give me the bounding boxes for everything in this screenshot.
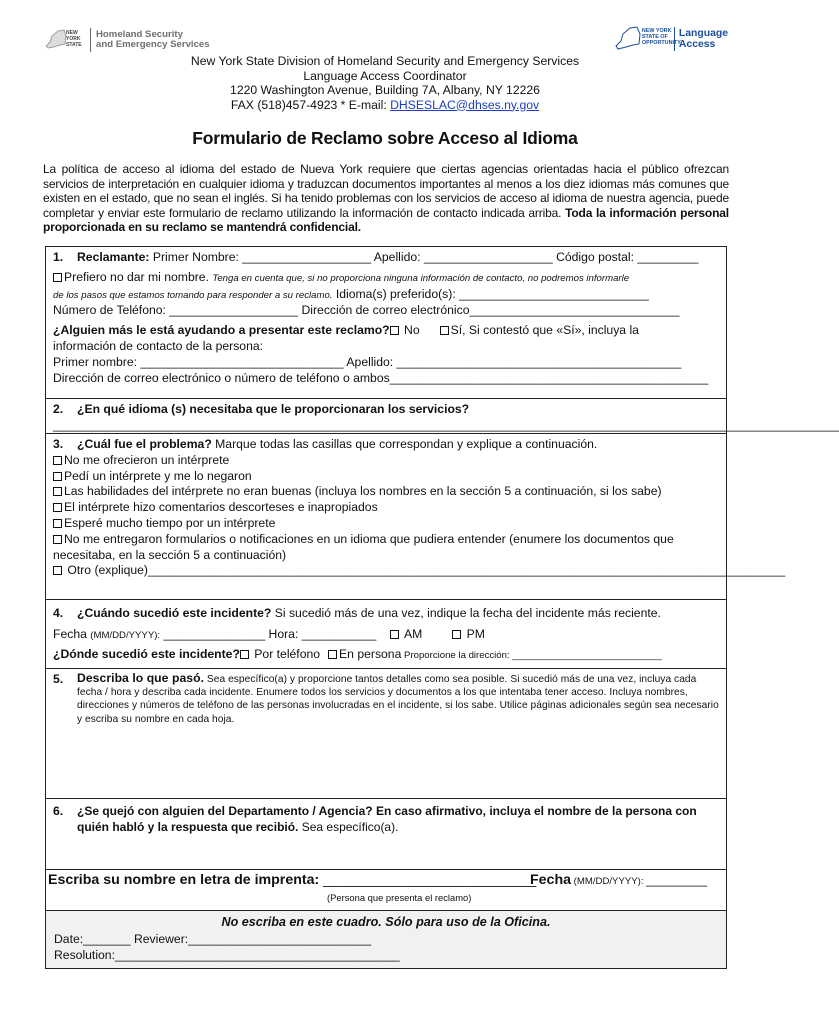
intro-paragraph: La política de acceso al idioma del estado de Nueva York requiere que ciertas agencias orientadas hacia el público ofrezcan servicios de interpretación en cualquier idioma y traduzcan documentos importantes al menos a los diez idiomas más comunes que existen en el estado, que no sean el inglés. Si ha tenido problemas con los servicios de acceso al idioma de nuestra agencia, puede completar y enviar este formulario de reclamo utilizando la información de contacto indicada arriba. Toda la información personal proporcionada en su reclamo se mantendrá confidencial. xyxy=(43,162,729,235)
section-1-claimant: 1. Reclamante: Primer Nombre: ___________________ Apellido: ___________________ Código postal: _________ Prefiero no dar mi nombre. Tenga en cuenta que, si no proporciona ninguna información de contacto, no podremos informarle de los pasos que estamos tomando para responder a su reclamo. Idioma(s) preferido(s): ____________________________ Número de Teléfono: ___________________ Dirección de correo electrónico_______________________________ ¿Alguien más le está ayudando a presentar este reclamo? No Sí, Si contestó que «Sí», incluya la información de contacto de la persona: Primer nombre: ______________________________ Apellido: __________________________________________ Dirección de correo electrónico o número de teléfono o ambos_______________________________________________ xyxy=(45,246,727,399)
section-4-when: 4. ¿Cuándo sucedió este incidente? Si sucedió más de una vez, indique la fecha del incidente más reciente. Fecha (MM/DD/YYYY): _______________ Hora: ___________ AM PM ¿Dónde sucedió este incidente? Por teléfono En persona Proporcione la dirección: ____________________________ xyxy=(45,599,727,669)
problem-checkbox xyxy=(53,472,62,481)
problem-option[interactable]: Esperé mucho tiempo por un intérprete xyxy=(53,516,719,532)
phone-email-fields[interactable]: Número de Teléfono: ___________________ Dirección de correo electrónico_______________________________ xyxy=(53,303,680,318)
problem-option[interactable]: No me ofrecieron un intérprete xyxy=(53,453,719,469)
header-line-address: 1220 Washington Avenue, Building 7A, Albany, NY 12226 xyxy=(230,83,540,97)
signature-caption: (Persona que presenta el reclamo) xyxy=(327,892,472,903)
agency-address-header xyxy=(0,54,770,112)
ny-state-wordmark: NEW YORK STATE OF OPPORTUNITY. xyxy=(641,28,682,46)
language-access-label: Language Access xyxy=(678,28,728,50)
helper-no-checkbox[interactable] xyxy=(390,326,399,335)
description-instructions: Sea específico(a) y proporcione tantos detalles como sea posible. Si sucedió más de una vez, incluya cada fecha / hora y describa cada incidente. Enumere todos los servicios y documentos a los que intentaba tener acceso. Incluya nombres, direcciones y números de teléfono de las personas involucradas en el incidente, si los sabe. Utilice páginas adicionales según sea necesario y escriba su nombre en cada hoja. xyxy=(77,674,719,725)
office-date-reviewer: Date:_______ Reviewer:___________________________ xyxy=(54,932,372,946)
problem-other-checkbox xyxy=(53,566,62,575)
ny-state-map-icon xyxy=(44,28,88,52)
confidentiality-notice: Toda la información personal proporcionada en su reclamo se mantendrá confidencial. xyxy=(43,205,729,235)
section-2-language: 2. ¿En qué idioma (s) necesitaba que le proporcionaran los servicios? ____________________________________________________________________________________________________________________ xyxy=(45,398,727,434)
office-use-title: No escriba en este cuadro. Sólo para uso de la Oficina. xyxy=(221,915,551,929)
preferred-language-field[interactable]: Idioma(s) preferido(s): ____________________________ xyxy=(332,286,649,301)
signature-section: Escriba su nombre en letra de imprenta: ___________________________ Fecha (MM/DD/YYYY): _________ (Persona que presenta el reclamo) xyxy=(45,869,727,911)
problem-option[interactable]: Las habilidades del intérprete no eran buenas (incluya los nombres en la sección 5 a continuación, si los sabe) xyxy=(53,484,719,500)
print-name-field[interactable]: ___________________________ xyxy=(319,872,537,888)
office-resolution: Resolution:__________________________________________ xyxy=(54,948,400,962)
incident-date-time-field[interactable]: _______________ Hora: ___________ xyxy=(160,627,377,641)
print-name-label: Escriba su nombre en letra de imprenta: xyxy=(48,872,320,888)
header-line-agency: New York State Division of Homeland Security and Emergency Services xyxy=(190,54,580,68)
form-title: Formulario de Reclamo sobre Acceso al Idioma xyxy=(192,128,578,148)
helper-yes-checkbox[interactable] xyxy=(440,326,449,335)
problem-option[interactable]: No me entregaron formularios o notificaciones en un idioma que pudiera entender (enumere los documentos que xyxy=(53,532,719,548)
in-person-checkbox[interactable] xyxy=(328,650,337,659)
language-answer-field[interactable]: ____________________________________________________________________________________________________________________ xyxy=(53,417,839,432)
dhses-logo xyxy=(44,27,210,53)
logo-divider xyxy=(90,28,91,52)
helper-name-fields[interactable]: Primer nombre: ______________________________ Apellido: __________________________________________ xyxy=(53,354,682,369)
claimant-name-fields[interactable]: Primer Nombre: ___________________ Apellido: ___________________ Código postal: _________ xyxy=(149,250,699,264)
language-question: ¿En qué idioma (s) necesitaba que le proporcionaran los servicios? xyxy=(77,402,470,416)
section-5-description[interactable]: 5. Describa lo que pasó. Sea específico(a) y proporcione tantos detalles como sea posible. Si sucedió más de una vez, incluya cada fecha / hora y describa cada incidente. Enumere todos los servicios y documentos a los que intentaba tener acceso. Incluya nombres, direcciones y números de teléfono de las personas involucradas en el incidente, si los sabe. Utilice páginas adicionales según sea necesario y escriba su nombre en cada hoja. xyxy=(45,668,727,799)
description-title: Describa lo que pasó. xyxy=(77,671,205,685)
section-3-problem: 3. ¿Cuál fue el problema? Marque todas las casillas que correspondan y explique a continuación. No me ofrecieron un intérprete Pedí un intérprete y me lo negaron Las habilidades del intérprete no eran buenas (incluya los nombres en la sección 5 a continuación, si los sabe) El intérprete hizo comentarios descorteses e inapropiados Esperé mucho tiempo por un intérprete No me entregaron formularios o notificaciones en un idioma que pudiera entender (enumere los documentos que necesitaba, en la sección 5 a continuación) Otro (explique)______________________________________________________________________________________________ xyxy=(45,433,727,600)
email-link[interactable]: DHSESLAC@dhses.ny.gov xyxy=(390,97,540,112)
section-6-complaint[interactable]: 6. ¿Se quejó con alguien del Departamento / Agencia? En caso afirmativo, incluya el nombre de la persona con quién habló y la respuesta que recibió. Sea específico(a). xyxy=(45,798,727,870)
incident-address-field[interactable]: Proporcione la dirección: ____________________________ xyxy=(401,650,662,661)
problem-checkbox xyxy=(53,487,62,496)
header-line-coordinator: Language Access Coordinator xyxy=(303,68,467,83)
agency-name: Homeland Security and Emergency Services xyxy=(96,28,210,50)
problem-other-field[interactable]: Otro (explique)______________________________________________________________________________________________ xyxy=(53,563,719,579)
header-line-contact: FAX (518)457-4923 * E-mail: DHSESLAC@dhses.ny.gov xyxy=(230,97,540,112)
ny-state-map-icon xyxy=(614,25,682,53)
office-use-box xyxy=(45,910,727,969)
helper-contact-field[interactable]: Dirección de correo electrónico o número de teléfono o ambos_______________________________________________ xyxy=(53,370,709,385)
problem-option[interactable]: Pedí un intérprete y me lo negaron xyxy=(53,469,719,485)
ny-state-wordmark: NEW YORK STATE xyxy=(66,30,82,48)
problem-checkbox xyxy=(53,456,62,465)
signature-date-field[interactable]: _________ xyxy=(646,873,708,887)
problem-option[interactable]: El intérprete hizo comentarios descorteses e inapropiados xyxy=(53,500,719,516)
am-checkbox[interactable] xyxy=(390,630,399,639)
by-phone-checkbox[interactable] xyxy=(240,650,249,659)
problem-checkbox xyxy=(53,519,62,528)
language-access-logo xyxy=(614,25,728,53)
problem-checkbox xyxy=(53,535,62,544)
pm-checkbox[interactable] xyxy=(452,630,461,639)
problem-checkbox xyxy=(53,503,62,512)
complaint-question: ¿Se quejó con alguien del Departamento / Agencia? En caso afirmativo, incluya el nombre de la persona con quién habló y la respuesta que recibió. xyxy=(77,804,697,834)
prefer-no-name-checkbox[interactable] xyxy=(53,273,62,282)
